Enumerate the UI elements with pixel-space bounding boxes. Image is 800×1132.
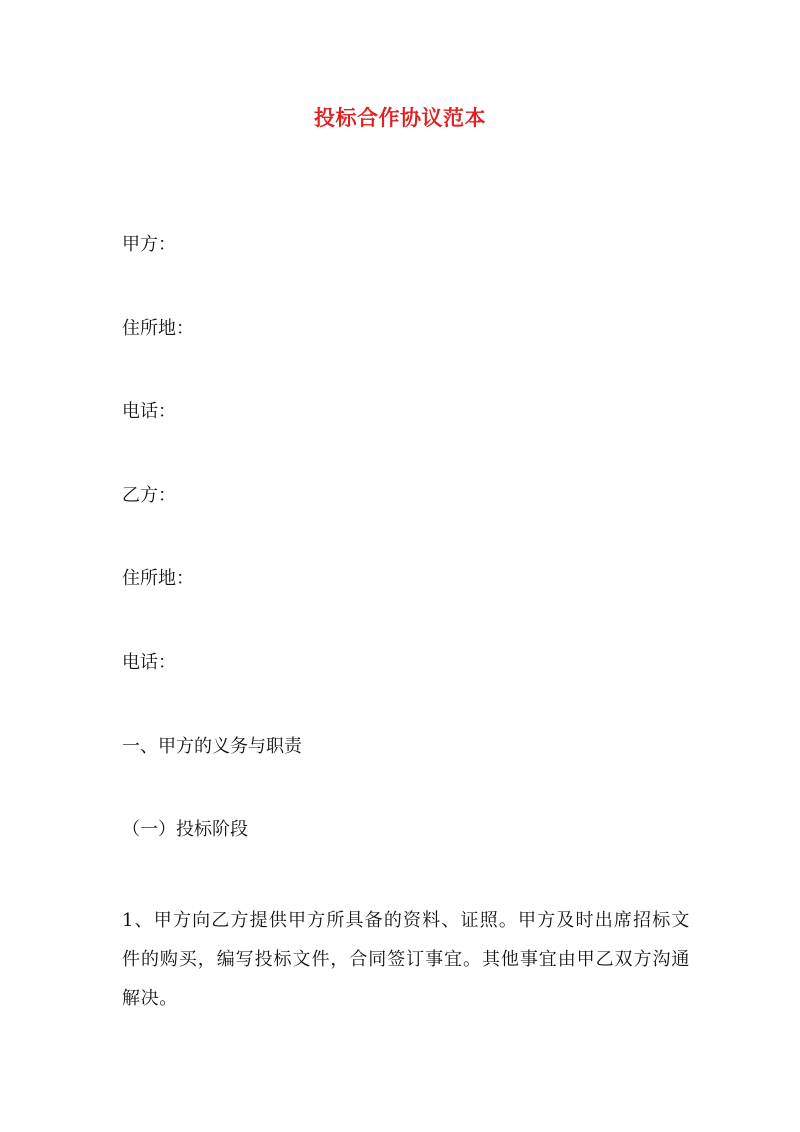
subsection-heading: （一）投标阶段 <box>122 819 248 840</box>
party-a-address-label: 住所地： <box>122 318 194 339</box>
party-a-phone-label: 电话： <box>122 401 176 422</box>
party-b-address-label: 住所地： <box>122 568 194 589</box>
party-b-phone-label: 电话： <box>122 652 176 673</box>
party-b-label: 乙方： <box>122 485 176 506</box>
clause-paragraph: 1、甲方向乙方提供甲方所具备的资料、证照。甲方及时出席招标文件的购买，编写投标文件，合同签订事宜。其他事宜由甲乙双方沟通解决。 <box>122 910 690 1009</box>
party-a-label: 甲方： <box>122 234 176 255</box>
section-heading: 一、甲方的义务与职责 <box>122 736 302 757</box>
document-title: 投标合作协议范本 <box>314 105 486 130</box>
